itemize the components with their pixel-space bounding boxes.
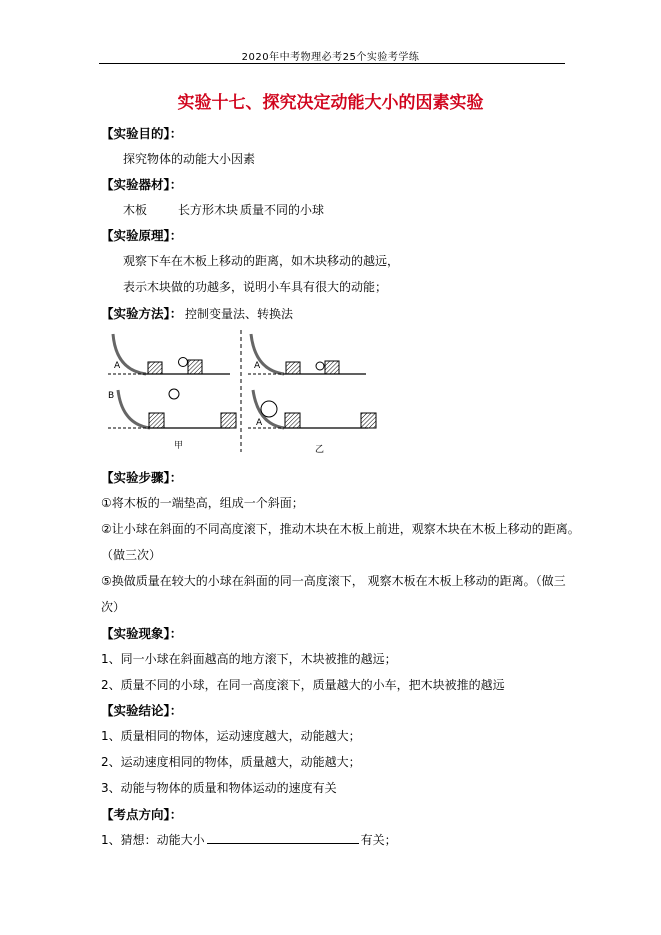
steps-heading: 【实验步骤】： [101,470,183,485]
conclusion-line: 1、质量相同的物体，运动速度越大，动能越大； [101,729,361,743]
equipment-item: 质量不同的小球 [240,203,325,217]
step-line: （做三次） [101,548,162,562]
purpose-heading: 【实验目的】： [101,126,183,141]
question-prefix: 1、猜想：动能大小 [101,833,205,847]
principle-heading: 【实验原理】： [101,228,183,243]
wood-block [361,413,376,428]
wood-block [149,413,164,428]
step-line: 次） [101,600,126,614]
phenomenon-heading: 【实验现象】： [101,626,183,641]
equipment-item: 木板 [123,203,148,217]
method-text: 控制变量法、转换法 [185,307,294,321]
large-ball [261,401,277,417]
principle-line: 观察下车在木板上移动的距离，如木块移动的越远， [123,254,400,268]
ball [179,358,188,367]
conclusion-line: 3、动能与物体的质量和物体运动的速度有关 [101,781,337,795]
ball [169,389,179,399]
phenomenon-line: 1、同一小球在斜面越高的地方滚下，木块被推的越远； [101,652,397,666]
wood-block [148,362,162,374]
caption-left: 甲 [174,441,184,451]
phenomenon-line: 2、质量不同的小球，在同一高度滚下，质量越大的小车，把木块被推的越远 [101,678,505,692]
page-header: 2020年中考物理必考25个实验考学练 [241,52,420,63]
conclusion-line: 2、运动速度相同的物体，质量越大，动能越大； [101,755,361,769]
principle-line: 表示木块做的功越多，说明小车具有很大的动能； [123,280,388,294]
label-a: A [254,361,261,371]
label-a: A [256,418,263,428]
step-line: ①将木板的一端垫高，组成一个斜面； [101,496,304,510]
page-title: 实验十七、探究决定动能大小的因素实验 [177,93,484,113]
wood-block [221,413,236,428]
answer-blank [207,832,359,844]
wood-block [188,360,202,374]
wood-block [325,361,339,374]
caption-right: 乙 [315,445,325,455]
question-suffix: 有关； [360,833,397,847]
wood-block [285,413,300,428]
equipment-heading: 【实验器材】： [101,177,183,192]
method-heading: 【实验方法】： [101,306,183,321]
header-rule [99,63,565,64]
ramp-curve [118,390,150,428]
step-line: ②让小球在斜面的不同高度滚下，推动木块在木板上前进，观察木块在木板上移动的距离。 [101,522,580,536]
wood-block [286,362,300,374]
label-a: A [114,361,121,371]
ball [316,362,324,370]
purpose-text: 探究物体的动能大小因素 [123,152,256,166]
equipment-item: 长方形木块 [178,203,239,217]
exam-heading: 【考点方向】： [101,807,183,822]
experiment-diagram [108,328,438,456]
conclusion-heading: 【实验结论】： [101,703,183,718]
step-line: ⑤换做质量在较大的小球在斜面的同一高度滚下， 观察木板在木板上移动的距离。（做三 [101,574,566,588]
exam-question-1 [101,831,397,848]
label-b: B [108,391,115,401]
